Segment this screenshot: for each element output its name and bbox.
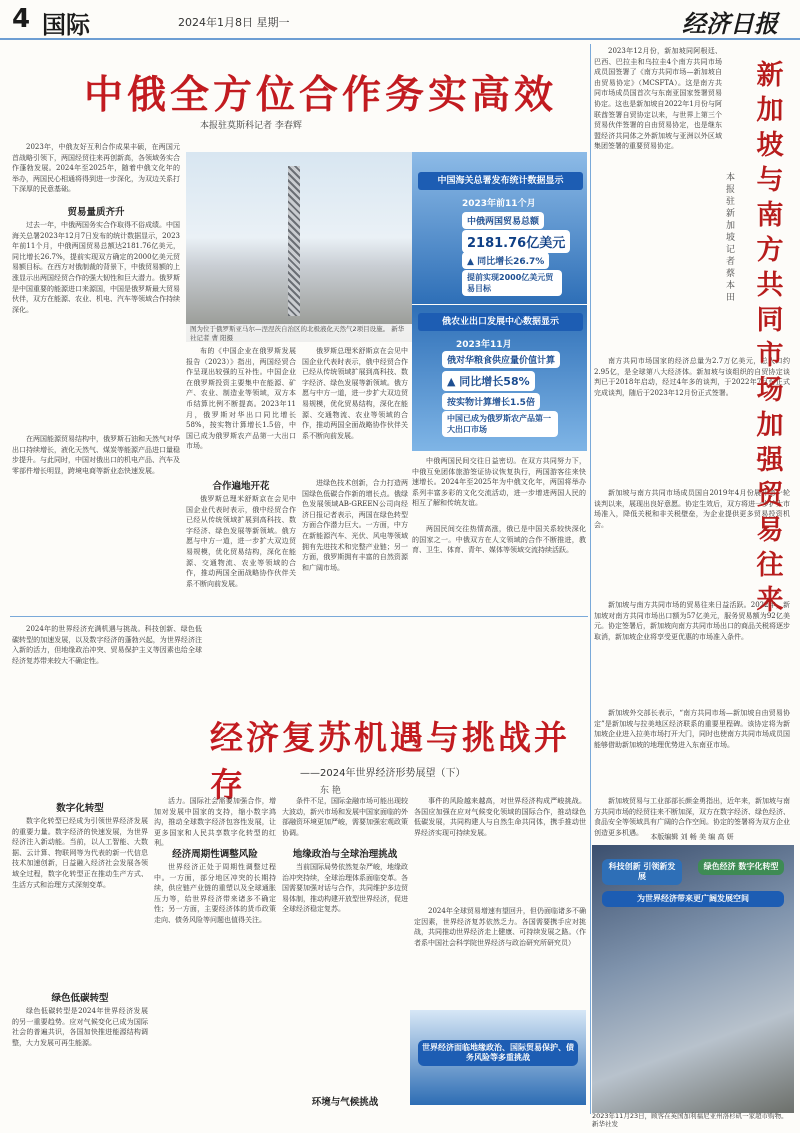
article2-col2: 新加坡与南方共同市场的贸易往来日益活跃。2022年，新加坡对南方共同市场出口额为57亿美元，服务贸易额为92亿美元。协定签署后，新加坡向南方共同市场出口的商品关税将逐步取消，新加坡企业将享受更优惠的市场准入条件。	[594, 601, 790, 641]
article3-headline: 经济复苏机遇与挑战并存	[210, 718, 570, 804]
column-divider	[590, 44, 591, 1114]
article1-col2c: 俄罗斯总理米舒斯京在会见中国企业代表时表示，俄中经贸合作已经从传统领域扩展到高科技、数字经济、绿色发展等新领域。俄方愿与中方一道，进一步扩大双边贸易规模，优化贸易结构，深化在能源、交通物流、农业等领域的合作，推动两国全面战略协作伙伴关系不断向前发展。	[302, 347, 408, 440]
article3-intro: 2024年的世界经济充满机遇与挑战。科技创新、绿色低碳转型的加速发展，以及数字经济的蓬勃兴起，为世界经济注入新的活力，但地缘政治冲突、贸易保护主义等因素也给全球经济复苏带来较大不确定性。	[12, 625, 202, 665]
article2-col1: 2023年12月份，新加坡同阿根廷、巴西、巴拉圭和乌拉圭4个南方共同市场成员国签署了《南方共同市场—新加坡自由贸易协定》（MCSFTA）。这是南方共同市场成员国首次与东南亚国家签署贸易协定。这也是新加坡自2022年1月份与阿联酋签署自贸协定以来，与世界上第三个贸易伙伴签署的自由贸易协定，也是继东盟经济共同体之外新加坡与亚洲以外区域集团签署的重要贸易协定。	[594, 47, 722, 151]
article3-byline: 东 艳	[320, 786, 341, 796]
infographic-customs	[412, 152, 587, 304]
up-arrow-icon: ▲	[467, 257, 478, 267]
article3-col3b: 当前国际局势依然复杂严峻，地缘政治冲突持续，全球治理体系面临变革。各国需要加强对话与合作，共同维护多边贸易体制，推动构建开放型世界经济，促进全球经济稳定复苏。	[282, 863, 408, 914]
infographic2-period: 2023年11月	[456, 340, 512, 350]
article3-col1b: 绿色低碳转型是2024年世界经济发展的另一重要趋势。应对气候变化已成为国际社会的普遍共识，各国加快推进能源结构调整，大力发展可再生能源。	[12, 1007, 148, 1047]
article3-subhead-3: 经济周期性调整风险	[172, 849, 258, 860]
infographic3-tag1: 科技创新 引领新发展	[602, 859, 682, 885]
article2-col2b: 新加坡外交部长表示，“南方共同市场—新加坡自由贸易协定”是新加坡与拉美地区经济联系的重要里程碑。该协定将为新加坡企业进入拉美市场打开大门，同时也使南方共同市场成员国能够借助新加坡的地理优势进入东南亚市场。	[594, 709, 790, 749]
page-number: 4	[12, 4, 31, 34]
supermarket-photo	[592, 845, 794, 1113]
article3-subhead-4: 地缘政治与全球治理挑战	[292, 849, 398, 860]
article3-col1: 数字化转型已经成为引领世界经济发展的重要力量。数字经济的快速发展，为世界经济注入新动能。当前，以人工智能、大数据、云计算、物联网等为代表的新一代信息技术加速创新，日益融入经济社会发展各领域全过程，数字化转型正在推动生产方式、生活方式和治理方式深刻变革。	[12, 817, 148, 889]
article3-col2b: 世界经济正处于周期性调整过程中。一方面，部分地区冲突的长期持续，供应链产业链的重塑以及全球通胀压力等，给世界经济带来诸多不确定性；另一方面，主要经济体的货币政策走向、债务风险等问题也值得关注。	[154, 863, 276, 924]
article2-col2c: 新加坡贸易与工业部部长颜金勇指出，近年来，新加坡与南方共同市场的经贸往来不断加深，双方在数字经济、绿色经济、食品安全等领域具有广阔的合作空间。协定的签署将为双方企业创造更多机遇。	[594, 797, 790, 837]
up-arrow-icon: ▲	[447, 375, 460, 388]
lng-facility-photo	[186, 152, 412, 342]
infographic3-tag2: 绿色经济 数字化转型	[698, 859, 784, 875]
photo1-caption: 图为位于俄罗斯亚马尔—涅涅茨自治区的北极液化天然气2项目设施。 新华社记者 曹 阳摄	[186, 324, 412, 342]
section-title: 国际	[42, 10, 90, 39]
article2-headline: 新加坡与南方共同市场加强贸易往来	[756, 60, 784, 616]
article2-byline: 本报驻新加坡记者 蔡本田	[726, 173, 736, 303]
article1-col2b: 俄罗斯总理米舒斯京在会见中国企业代表时表示，俄中经贸合作已经从传统领域扩展到高科技、数字经济、绿色发展等新领域。俄方愿与中方一道，进一步扩大双边贸易规模，优化贸易结构，深化在能源、交通物流、农业等领域的合作，推动两国全面战略协作伙伴关系不断向前发展。	[186, 495, 296, 588]
article3-subhead-2: 绿色低碳转型	[51, 993, 109, 1004]
infographic2-title: 俄农业出口发展中心数据显示	[418, 313, 583, 331]
article2-col1b: 南方共同市场国家的经济总量为2.7万亿美元，总人口约2.95亿，是全球第八大经济体。新加坡与该组织的自贸协定谈判已于2018年启动，经过4年多的谈判，于2022年7月份正式完成谈判，随后于2023年12月份正式签署。	[594, 357, 790, 397]
article1-col4b: 两国民间交往热情高涨，俄已是中国关系较快深化的国家之一。中俄双方在人文领域的合作不断推进，教育、卫生、体育、青年、媒体等领域交流持续活跃。	[412, 525, 586, 555]
article1-subhead-2: 合作遍地开花	[212, 481, 270, 492]
article1-subhead-1: 贸易量质齐升	[67, 207, 125, 218]
masthead	[0, 0, 800, 40]
infographic-agriculture	[412, 305, 587, 451]
article1-byline: 本报驻莫斯科记者 李春辉	[200, 121, 302, 131]
infographic2-growth: ▲ 同比增长58%	[442, 371, 535, 391]
article3-col4: 事件的风险越来越高，对世界经济构成严峻挑战。各国应加强在应对气候变化领域的国际合作，推动绿色低碳发展，共同构建人与自然生命共同体，携手推动世界经济实现可持续发展。	[414, 797, 586, 837]
infographic2-note1: 按实物计算增长1.5倍	[442, 393, 540, 410]
infographic1-note: 提前实现2000亿美元贸易目标	[462, 270, 562, 296]
article3-col3: 条件不足，国际金融市场可能出现较大波动，新兴市场和发展中国家面临的外部融资环境更加严峻，需要加强宏观政策协调。	[282, 797, 408, 837]
infographic2-note2: 中国已成为俄罗斯农产品第一大出口市场	[442, 411, 558, 437]
issue-date: 2024年1月8日 星期一	[178, 16, 290, 29]
article1-lead: 2023年，中俄友好互利合作成果丰硕，在两国元首战略引领下，两国经贸往来再创新高，各领域务实合作蓬勃发展。2024年至2025年，随着中俄文化年的举办，两国民心相通将得到进一步深化，为双边关系打下深厚的民意基础。	[12, 143, 180, 194]
infographic1-growth: ▲ 同比增长26.7%	[462, 252, 549, 269]
article1-col3: 进绿色技术创新，合力打造两国绿色低碳合作新的增长点。俄绿色发展领域AB-GREEN公司向经济日报记者表示，两国在绿色转型方面合作潜力巨大。一方面，中方在新能源汽车、光伏、风电等领域拥有先进技术和完整产业链；另一方面，俄罗斯拥有丰富的自然资源和广阔市场。	[302, 479, 408, 572]
photo2-caption: 2023年11月23日，顾客在英国加利福尼亚州洛杉矶一家超市购物。 新华社发	[592, 1112, 788, 1128]
article3-subhead-1: 数字化转型	[56, 803, 104, 814]
article1-col3b: 中俄两国民间交往日益密切。在双方共同努力下，中俄互免团体旅游签证协议恢复执行，两国游客往来快速增长。2024年至2025年为中俄文化年，两国将举办系列丰富多彩的文化交流活动，进一步增进两国人民的相互了解和传统友谊。	[412, 457, 586, 508]
article2-col1c: 新加坡与南方共同市场成员国自2019年4月份展开第一轮谈判以来，展现出良好意愿。协定生效后，双方将进一步扩大市场准入，降低关税和非关税壁垒，为企业提供更多贸易投资机会。	[594, 489, 790, 529]
article1-headline: 中俄全方位合作务实高效	[84, 73, 558, 118]
page-editors: 本版编辑 刘 畅 美 编 高 妍	[650, 833, 734, 841]
infographic-world-economy	[410, 1010, 586, 1105]
infographic3-tag3: 为世界经济带来更广阔发展空间	[602, 891, 784, 907]
infographic3-tag4: 世界经济面临地缘政治、国际贸易保护、债务风险等多重挑战	[418, 1040, 578, 1066]
article1-col2: 布的《中国企业在俄罗斯发展报告（2023）》指出，两国经贸合作呈现出较强的互补性。中国企业在俄罗斯投资主要集中在能源、矿产、农业、制造业等领域，双方本币结算比例不断提高。2023年11月，俄罗斯对华出口同比增长58%，按实物计算增长1.5倍，中国已成为俄罗斯农产品第一大出口市场。	[186, 347, 296, 451]
infographic1-value: 2181.76亿美元	[462, 230, 570, 253]
article1-col1: 过去一年，中俄两国务实合作取得不俗成绩。中国海关总署2023年12月7日发布的统计数据显示，2023年前11个月，中俄两国贸易总额达2181.76亿美元，同比增长26.7%，提前实现双方确定的2000亿美元贸易额目标。在西方对俄制裁的背景下，中俄贸易额的上涨显示出两国经贸合作的强大韧性和巨大潜力。俄罗斯是中国重要的能源进口来源国，中国是俄罗斯最大贸易伙伴，双方在能源、农业、机电、汽车等领域合作持续深化。	[12, 221, 180, 314]
article1-col1b: 在两国能源贸易结构中，俄罗斯石油和天然气对华出口持续增长，液化天然气、煤炭等能源产品进口量稳步提升。与此同时，中国对俄出口的机电产品、汽车及零部件增长明显，跨境电商等新业态快速发展。	[12, 435, 180, 475]
section-divider	[10, 616, 588, 617]
infographic1-period: 2023年前11个月	[462, 199, 536, 209]
infographic2-label: 俄对华粮食供应量价值计算	[442, 351, 560, 368]
article3-subtitle: ——2024年世界经济形势展望（下）	[300, 768, 466, 779]
infographic1-title: 中国海关总署发布统计数据显示	[418, 172, 583, 190]
drilling-rig-graphic	[288, 166, 300, 316]
newspaper-logo: 经济日报	[682, 9, 778, 38]
article3-subhead-5: 环境与气候挑战	[311, 1097, 379, 1108]
infographic1-label: 中俄两国贸易总额	[462, 212, 544, 229]
article3-col2: 活力。国际社会需要加强合作，增加对发展中国家的支持，缩小数字鸿沟，推动全球数字经济包容性发展，让更多国家和人民共享数字化转型的红利。	[154, 797, 276, 848]
article3-col4b: 2024年全球贸易增速有望回升，但仍面临诸多不确定因素，世界经济复苏依然乏力。各国需要携手应对挑战，共同推动世界经济走上健康、可持续发展之路。（作者系中国社会科学院世界经济与政治研究所研究员）	[414, 907, 586, 947]
